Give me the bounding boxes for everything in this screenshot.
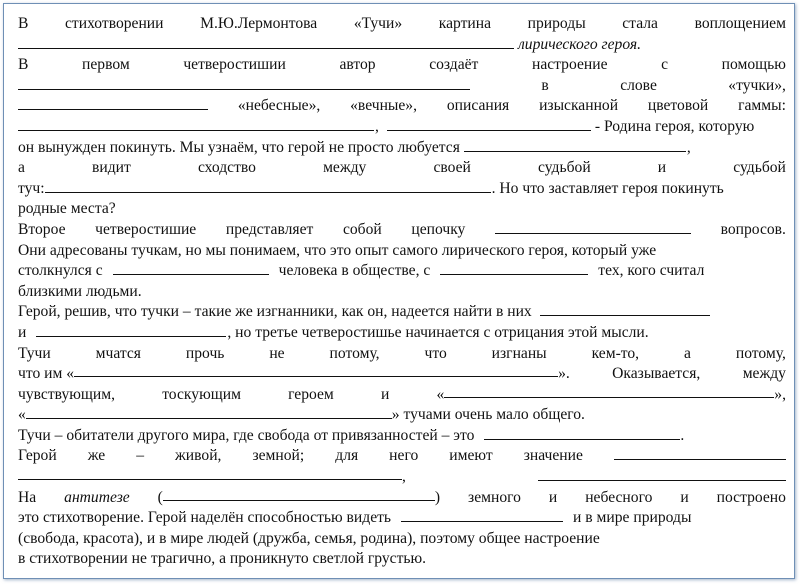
word: и (657, 159, 667, 177)
answer-blank[interactable] (163, 500, 435, 501)
p1-line-1 (18, 14, 786, 35)
comma: , (375, 117, 379, 135)
word: туч: (18, 179, 45, 197)
sentence: » тучами очень мало общего. (391, 406, 585, 424)
quote-group (436, 385, 786, 406)
word: прочь (185, 344, 225, 362)
word: В (18, 15, 29, 32)
word: изгнаны (491, 344, 547, 362)
sentence: родные места? (18, 200, 116, 218)
word: него (389, 447, 419, 465)
word: сходство (197, 159, 256, 177)
sentence: Герой, решив, что тучки – такие же изгнанники, как он, надеется найти в них (18, 303, 532, 321)
answer-blank[interactable] (18, 89, 470, 90)
p2-line-5 (18, 138, 786, 159)
p2-line-7 (18, 179, 786, 200)
word: небесного (585, 488, 653, 506)
answer-blank[interactable] (614, 459, 786, 460)
word: слове (620, 76, 657, 94)
word: между (742, 365, 786, 383)
word: и (18, 323, 27, 341)
answer-blank[interactable] (464, 151, 686, 152)
word: значение (523, 447, 583, 465)
word: в (541, 76, 549, 94)
p5-line-4 (18, 405, 786, 426)
sentence: он вынужден покинуть. Мы узнаём, что герой не просто любуется (18, 138, 460, 156)
word: четверостишии (183, 56, 286, 74)
word: описания (446, 97, 510, 115)
quote-close: », (774, 385, 786, 403)
word: «небесные», (237, 97, 321, 115)
paren-close: ) (434, 488, 441, 506)
quote-open: « (18, 406, 26, 424)
word: а (18, 159, 25, 177)
word: земной; (252, 447, 305, 465)
worksheet-text (18, 14, 786, 570)
p2-line-6 (18, 158, 786, 179)
word: героем (288, 385, 334, 403)
paragraph-6 (18, 426, 786, 488)
answer-blank[interactable] (440, 274, 588, 275)
answer-blank[interactable] (113, 274, 269, 275)
word: – (136, 447, 145, 465)
word: не (269, 344, 285, 362)
p3-line-3 (18, 261, 786, 282)
p5-line-3 (18, 385, 786, 406)
answer-blank[interactable] (495, 233, 691, 234)
p7-line-2 (18, 508, 786, 529)
worksheet-frame (3, 3, 795, 579)
answer-blank[interactable] (540, 315, 710, 316)
answer-blank[interactable] (36, 336, 226, 337)
word: стихотворении (65, 15, 164, 32)
word: воплощением (694, 15, 786, 32)
p2-line-8 (18, 199, 786, 220)
word: и (380, 385, 390, 403)
answer-blank[interactable] (444, 397, 774, 398)
sentence: это стихотворение. Герой наделён способностью видеть (18, 509, 392, 527)
answer-blank[interactable] (26, 418, 392, 419)
sentence: Тучи – обитатели другого мира, где свобода от привязанностей – это (18, 426, 475, 444)
word: своей (433, 159, 471, 177)
paragraph-3 (18, 220, 786, 302)
word: На (18, 488, 37, 506)
word: между (323, 159, 367, 177)
word: кем-то, (591, 344, 640, 362)
word: потому, (329, 344, 380, 362)
answer-blank[interactable] (18, 130, 374, 131)
p1-line-2 (18, 35, 786, 56)
sentence: , но третье четверостишье начинается с отрицания этой мысли. (227, 323, 649, 341)
word: «тучки», (728, 76, 786, 94)
p3-line-2 (18, 241, 786, 262)
word: тоскующим (162, 385, 241, 403)
word: первом (82, 56, 130, 74)
word: четверостишие (95, 220, 197, 238)
word: природы (527, 15, 586, 32)
word: потому, (735, 344, 786, 362)
word: Тучи (18, 344, 51, 362)
answer-blank[interactable] (401, 521, 563, 522)
word: видит (92, 159, 131, 177)
word: судьбой (733, 159, 786, 177)
p6-line-3 (18, 467, 786, 488)
paragraph-2 (18, 55, 786, 220)
answer-blank[interactable] (18, 109, 208, 110)
answer-blank[interactable] (18, 479, 402, 480)
paragraph-4 (18, 302, 786, 343)
word: «Тучи» (353, 15, 403, 32)
p2-line-1 (18, 55, 786, 76)
word: В (18, 56, 29, 74)
word: создаёт (429, 56, 479, 74)
homeland-text: - Родина героя, которую (594, 117, 755, 135)
word: стала (622, 15, 658, 32)
word: мчатся (95, 344, 141, 362)
word: чувствующим, (18, 385, 116, 403)
word: картина (438, 15, 492, 32)
word: собой (342, 220, 382, 238)
word: с (661, 56, 669, 74)
word: «вечные», (350, 97, 418, 115)
period: . (680, 426, 685, 444)
paragraph-7 (18, 488, 786, 570)
word: для (335, 447, 359, 465)
sentence: человека в обществе, с (278, 262, 431, 280)
p2-line-2 (18, 76, 786, 97)
p5-line-2 (18, 364, 786, 385)
lyrical-hero-text: лирического героя. (518, 35, 642, 53)
p4-line-2 (18, 323, 786, 344)
quote-open: « (436, 385, 445, 403)
sentence: в стихотворении не трагично, а проникнуто светлой грустью. (18, 550, 427, 568)
answer-blank[interactable] (538, 480, 786, 481)
word: изысканной (539, 97, 619, 115)
word: живой, (175, 447, 222, 465)
quote-close: ». (558, 365, 570, 383)
sentence: Они адресованы тучкам, но мы понимаем, что это опыт самого лирического героя, который уже (18, 241, 657, 259)
word: настроение (531, 56, 608, 74)
word: М.Ю.Лермонтова (200, 15, 318, 32)
sentence: тех, кого считал (598, 262, 705, 280)
word: Второе (18, 220, 66, 238)
word: автор (339, 56, 376, 74)
sentence: (свобода, красота), и в мире людей (дружба, семья, родина), поэтому общее настроение (18, 529, 600, 547)
comma: , (402, 468, 406, 486)
answer-blank[interactable] (484, 439, 680, 440)
paragraph-5 (18, 344, 786, 426)
word: судьбой (538, 159, 591, 177)
word: построено (716, 488, 786, 506)
sentence: и в мире природы (573, 509, 692, 527)
sentence: . Но что заставляет героя покинуть (491, 179, 724, 197)
paragraph-1 (18, 14, 786, 55)
word: Оказывается, (612, 365, 701, 383)
word: вопросов. (720, 220, 786, 238)
p7-line-1 (18, 488, 786, 509)
word: гаммы: (738, 97, 786, 115)
word: представляет (225, 220, 314, 238)
word: помощью (721, 56, 786, 74)
p7-line-4 (18, 549, 786, 570)
word: что (424, 344, 447, 362)
word: имеют (449, 447, 493, 465)
word: и (548, 488, 558, 506)
word: а (684, 344, 691, 362)
word: же (87, 447, 106, 465)
p2-line-4 (18, 117, 786, 138)
p7-line-3 (18, 529, 786, 550)
sentence: близкими людьми. (18, 282, 142, 300)
word: земного (468, 488, 521, 506)
paren-group (158, 488, 440, 509)
p6-line-2 (18, 446, 786, 467)
answer-blank[interactable] (18, 48, 514, 49)
paren-open: ( (157, 488, 163, 506)
p3-line-4 (18, 282, 786, 303)
sentence: столкнулся с (18, 262, 103, 280)
word: Герой (18, 447, 57, 465)
answer-blank[interactable] (387, 130, 591, 131)
antithesis-text: антитезе (64, 488, 130, 506)
answer-blank[interactable] (45, 192, 491, 193)
word: цветовой (647, 97, 709, 115)
word: и (680, 488, 689, 506)
p2-line-3 (18, 96, 786, 117)
p6-line-1 (18, 426, 786, 447)
p4-line-1 (18, 302, 786, 323)
p3-line-1 (18, 220, 786, 241)
sentence: что им « (18, 365, 75, 383)
answer-blank[interactable] (74, 376, 558, 377)
p5-line-1 (18, 344, 786, 365)
comma: , (686, 138, 691, 156)
blank-group (18, 467, 406, 488)
quote-group (18, 364, 570, 385)
word: цепочку (411, 220, 466, 238)
